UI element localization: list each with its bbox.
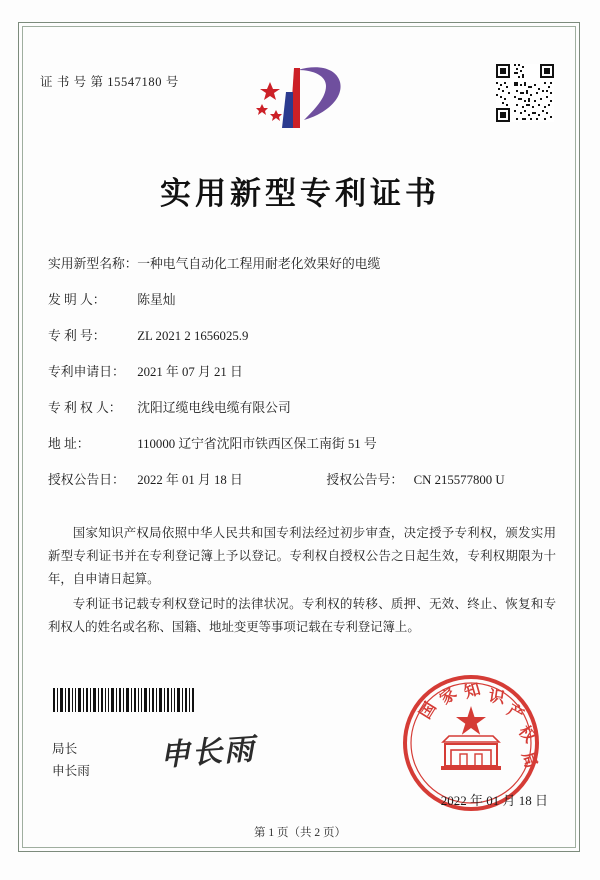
field-label: 专利申请日： xyxy=(48,365,125,379)
page-indicator: 第 1 页（共 2 页） xyxy=(254,827,346,839)
field-label: 发 明 人： xyxy=(48,293,106,307)
field-row-application-date xyxy=(48,354,554,390)
director-label: 局长 xyxy=(52,742,78,756)
page-title: 实用新型专利证书 xyxy=(160,176,440,211)
legal-text xyxy=(48,522,556,641)
handwritten-signature: 申长雨 xyxy=(158,732,257,773)
certificate-number: 证 书 号 第 15547180 号 xyxy=(40,75,179,89)
field-value: 2021 年 07 月 21 日 xyxy=(137,365,243,379)
field-value-grant-date: 2022 年 01 月 18 日 xyxy=(137,473,243,487)
signature-block xyxy=(52,738,90,782)
barcode xyxy=(52,688,194,712)
svg-text:权: 权 xyxy=(514,722,539,747)
legal-paragraph-2: 专利证书记载专利权登记时的法律状况。专利权的转移、质押、无效、终止、恢复和专利权人的姓名或名称、国籍、地址变更等事项记载在专利登记簿上。 xyxy=(48,597,556,634)
director-name: 申长雨 xyxy=(52,764,90,778)
svg-text:家: 家 xyxy=(436,684,461,709)
field-label: 专 利 权 人： xyxy=(48,401,122,415)
field-value: 一种电气自动化工程用耐老化效果好的电缆 xyxy=(137,257,381,271)
svg-text:国: 国 xyxy=(416,699,440,723)
field-row-inventor xyxy=(48,282,554,318)
svg-text:局: 局 xyxy=(518,749,540,771)
field-row-patentee xyxy=(48,390,554,426)
field-label: 专 利 号： xyxy=(48,329,106,343)
svg-text:产: 产 xyxy=(504,701,527,725)
field-value-grant-number: CN 215577800 U xyxy=(413,473,505,487)
issue-date: 2022 年 01 月 18 日 xyxy=(440,793,548,808)
svg-text:识: 识 xyxy=(487,688,506,708)
svg-text:知: 知 xyxy=(462,681,483,702)
field-label-grant-date: 授权公告日： xyxy=(48,473,125,487)
field-value: ZL 2021 2 1656025.9 xyxy=(137,329,249,343)
field-list xyxy=(48,246,554,498)
cnipa-logo-icon xyxy=(252,62,348,134)
qr-code xyxy=(496,64,554,122)
field-row-patent-number xyxy=(48,318,554,354)
field-value: 陈星灿 xyxy=(137,293,176,307)
field-value: 110000 辽宁省沈阳市铁西区保工南街 51 号 xyxy=(137,437,377,451)
legal-paragraph-1: 国家知识产权局依照中华人民共和国专利法经过初步审查，决定授予专利权，颁发实用新型专利证书并在专利登记簿上予以登记。专利权自授权公告之日起生效，专利权期限为十年，自申请日起算。 xyxy=(48,526,556,586)
field-value: 沈阳辽缆电线电缆有限公司 xyxy=(137,401,291,415)
field-row-grant-publication xyxy=(48,462,554,498)
field-row-utility-model-name xyxy=(48,246,554,282)
field-label-grant-number: 授权公告号： xyxy=(326,473,404,487)
field-label: 实用新型名称： xyxy=(48,257,138,271)
field-row-address xyxy=(48,426,554,462)
field-label: 地 址： xyxy=(48,437,90,451)
